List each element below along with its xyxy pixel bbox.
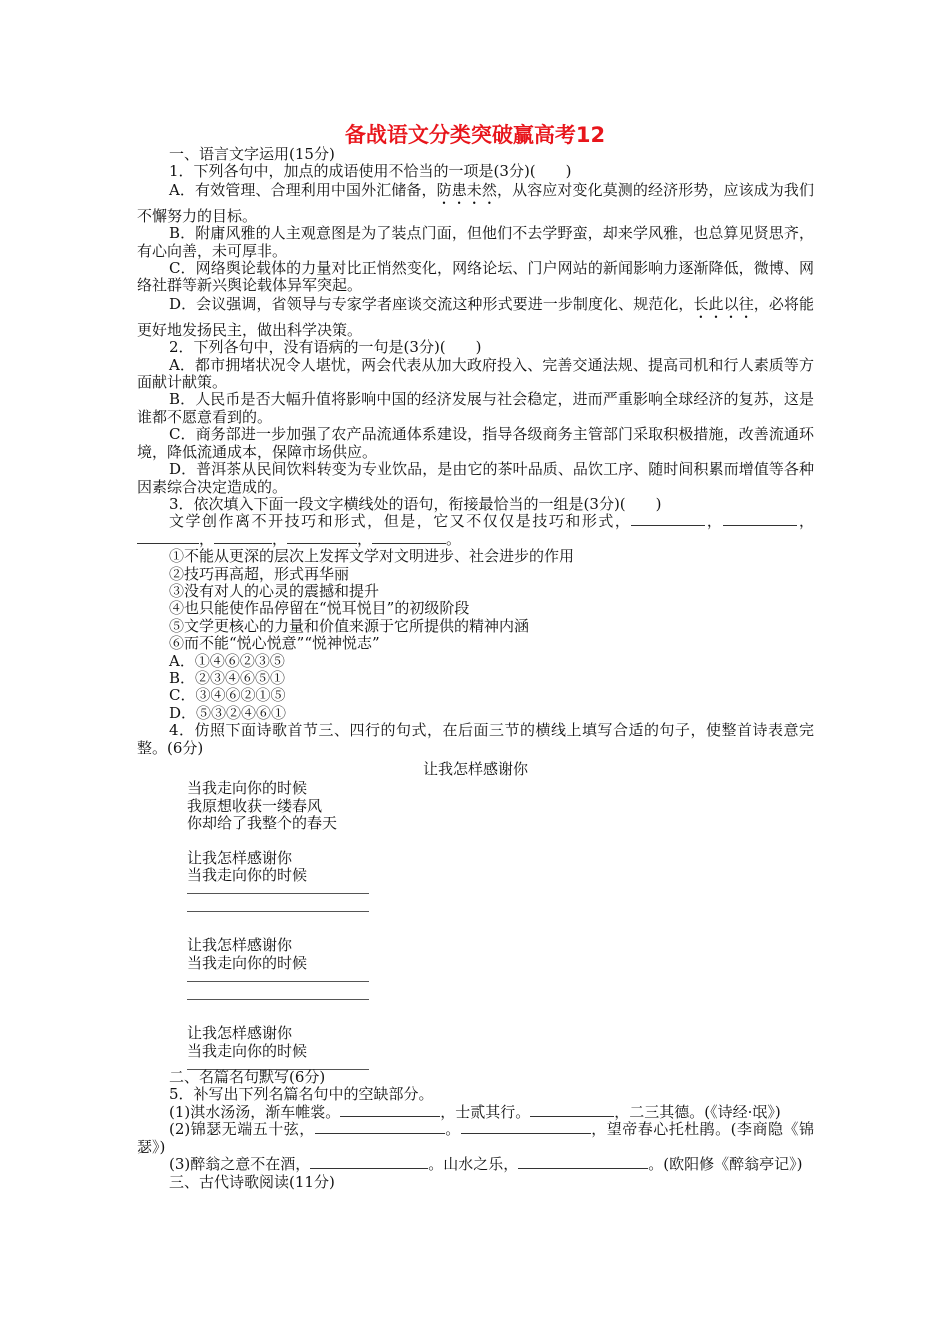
q1-option-b: B．附庸风雅的人主观意图是为了装点门面，但他们不去学野蛮，却来学风雅，也总算见贤思齐，有心向善，未可厚非。 — [137, 224, 814, 260]
q1-d-text: D．会议强调，省领导与专家学者座谈交流这种形式要进一步制度化、规范化， — [169, 294, 694, 313]
poem-answer-line[interactable] — [187, 972, 369, 982]
q3-comma-5: ， — [357, 529, 373, 548]
poem-line: 当我走向你的时候 — [187, 866, 308, 885]
q3-stem: 3．依次填入下面一段文字横线处的语句，衔接最恰当的一组是(3分)( ) — [169, 494, 662, 513]
q1-a-text: A．有效管理、合理利用中国外汇储备， — [169, 180, 437, 199]
document-body — [137, 146, 814, 1191]
q3-option-a: A．①④⑥②③⑤ — [169, 651, 285, 670]
poem-line: 让我怎样感谢你 — [187, 1024, 293, 1043]
q3-item: ④也只能使作品停留在“悦耳悦目”的初级阶段 — [169, 599, 470, 618]
poem-answer-line[interactable] — [187, 902, 369, 912]
q3-option-b: B．②③④⑥⑤① — [169, 668, 286, 687]
q3-option-d: D．⑤③②④⑥① — [169, 703, 287, 722]
q1-option-a — [137, 181, 814, 225]
q3-item: ②技巧再高超，形式再华丽 — [169, 564, 350, 583]
q1-d-dotted-idiom: 长此以往 — [693, 294, 754, 313]
poem-stanza-3 — [187, 937, 814, 1008]
poem-line: 当我走向你的时候 — [187, 1041, 308, 1060]
q3-blank-5[interactable] — [287, 531, 357, 544]
q4-stem: 4．仿照下面诗歌首节三、四行的句式，在后面三节的横线上填写合适的句子，使整首诗表意完整。(6分) — [137, 721, 814, 757]
q3-blank-1[interactable] — [631, 513, 705, 526]
q3-item: ③没有对人的心灵的震撼和提升 — [169, 581, 380, 600]
q3-passage — [137, 513, 814, 548]
q1-d-text-rest: ，必将能更好地发扬民主，做出科学决策。 — [137, 294, 814, 339]
q2-stem: 2．下列各句中，没有语病的一句是(3分)( ) — [169, 338, 482, 357]
q1-a-text-rest: ，从容应对变化莫测的经济形势，应该成为我们不懈努力的目标。 — [137, 180, 814, 225]
q3-option-c: C．③④⑥②①⑤ — [169, 686, 286, 705]
section-2-heading: 二、名篇名句默写(6分) — [169, 1068, 326, 1087]
q2-option-c: C．商务部进一步加强了农产品流通体系建设，指导各级商务主管部门采取积极措施，改善流通环境，降低流通成本，保障市场供应。 — [137, 425, 814, 461]
q1-option-d — [137, 295, 814, 339]
poem-line: 当我走向你的时候 — [187, 779, 308, 798]
q3-blank-2[interactable] — [723, 513, 797, 526]
q5-stem: 5．补写出下列名篇名句中的空缺部分。 — [169, 1085, 434, 1104]
section-3-heading: 三、古代诗歌阅读(11分) — [169, 1172, 335, 1191]
poem-line: 我原想收获一缕春风 — [187, 796, 323, 815]
q5-3-text: (3)醉翁之意不在酒， — [169, 1155, 311, 1174]
q5-1-blank-1[interactable] — [340, 1104, 440, 1117]
q3-blank-4[interactable] — [214, 531, 272, 544]
q3-blank-3[interactable] — [137, 531, 199, 544]
q1-stem: 1．下列各句中，加点的成语使用不恰当的一项是(3分)( ) — [169, 162, 572, 181]
q5-2-text-2: 。 — [444, 1120, 461, 1139]
q3-item: ⑥而不能“悦心悦意”“悦神悦志” — [169, 634, 380, 653]
q5-1-text: (1)淇水汤汤，渐车帷裳。 — [169, 1102, 341, 1121]
q3-period: 。 — [446, 529, 462, 548]
poem-stanza-2 — [187, 850, 814, 921]
q1-option-c: C．网络舆论载体的力量对比正悄然变化，网络论坛、门户网站的新闻影响力逐渐降低，微博、网络社群等新兴舆论载体异军突起。 — [137, 259, 814, 295]
q5-2-blank-2[interactable] — [461, 1121, 591, 1134]
q5-3-text-3: 。(欧阳修《醉翁亭记》) — [648, 1155, 803, 1174]
poem-answer-line[interactable] — [187, 990, 369, 1000]
poem-stanza-1 — [187, 780, 814, 832]
q3-passage-text: 文学创作离不开技巧和形式，但是，它又不仅仅是技巧和形式， — [169, 512, 632, 531]
poem-line: 让我怎样感谢你 — [187, 936, 293, 955]
section-1-heading: 一、语言文字运用(15分) — [169, 145, 335, 163]
poem-line: 你却给了我整个的春天 — [187, 814, 338, 833]
q5-3-blank-1[interactable] — [310, 1156, 428, 1169]
q5-2-text-3: ，望帝春心托杜鹃。(李商隐《锦瑟》) — [137, 1120, 815, 1156]
q5-1-blank-2[interactable] — [530, 1104, 614, 1117]
q3-comma-1: ， — [705, 512, 724, 531]
q3-item: ⑤文学更核心的力量和价值来源于它所提供的精神内涵 — [169, 616, 530, 635]
poem-line: 让我怎样感谢你 — [187, 848, 293, 867]
q5-item-1 — [137, 1104, 814, 1121]
poem-line: 当我走向你的时候 — [187, 953, 308, 972]
q3-item: ①不能从更深的层次上发挥文学对文明进步、社会进步的作用 — [169, 547, 575, 566]
q5-2-text: (2)锦瑟无端五十弦， — [169, 1120, 315, 1139]
q5-item-2 — [137, 1121, 814, 1156]
q2-option-a: A．都市拥堵状况令人堪忧，两会代表从加大政府投入、完善交通法规、提高司机和行人素质等方面献计献策。 — [137, 355, 814, 392]
q5-3-text-2: 。山水之乐， — [428, 1155, 519, 1174]
q3-comma-3: ， — [199, 529, 215, 548]
poem-answer-line[interactable] — [187, 884, 369, 894]
poem-title: 让我怎样感谢你 — [422, 760, 528, 778]
q2-option-d: D．普洱茶从民间饮料转变为专业饮品，是由它的茶叶品质、品饮工序、随时间积累而增值等各种因素综合决定造成的。 — [137, 460, 814, 496]
q3-blank-6[interactable] — [372, 531, 446, 544]
q5-item-3 — [137, 1156, 814, 1173]
q5-1-text-2: ，士贰其行。 — [440, 1102, 531, 1121]
q3-comma-2: ， — [797, 512, 814, 531]
page-title: 备战语文分类突破赢高考12 — [344, 123, 606, 147]
q3-comma-4: ， — [272, 529, 288, 548]
q5-3-blank-2[interactable] — [518, 1156, 648, 1169]
q5-1-text-3: ，二三其德。(《诗经·氓》) — [614, 1102, 781, 1121]
q5-2-blank-1[interactable] — [315, 1121, 445, 1134]
q2-option-b: B．人民币是否大幅升值将影响中国的经济发展与社会稳定，进而严重影响全球经济的复苏，这是谁都不愿意看到的。 — [137, 390, 814, 426]
q1-a-dotted-idiom: 防患未然 — [436, 180, 498, 199]
